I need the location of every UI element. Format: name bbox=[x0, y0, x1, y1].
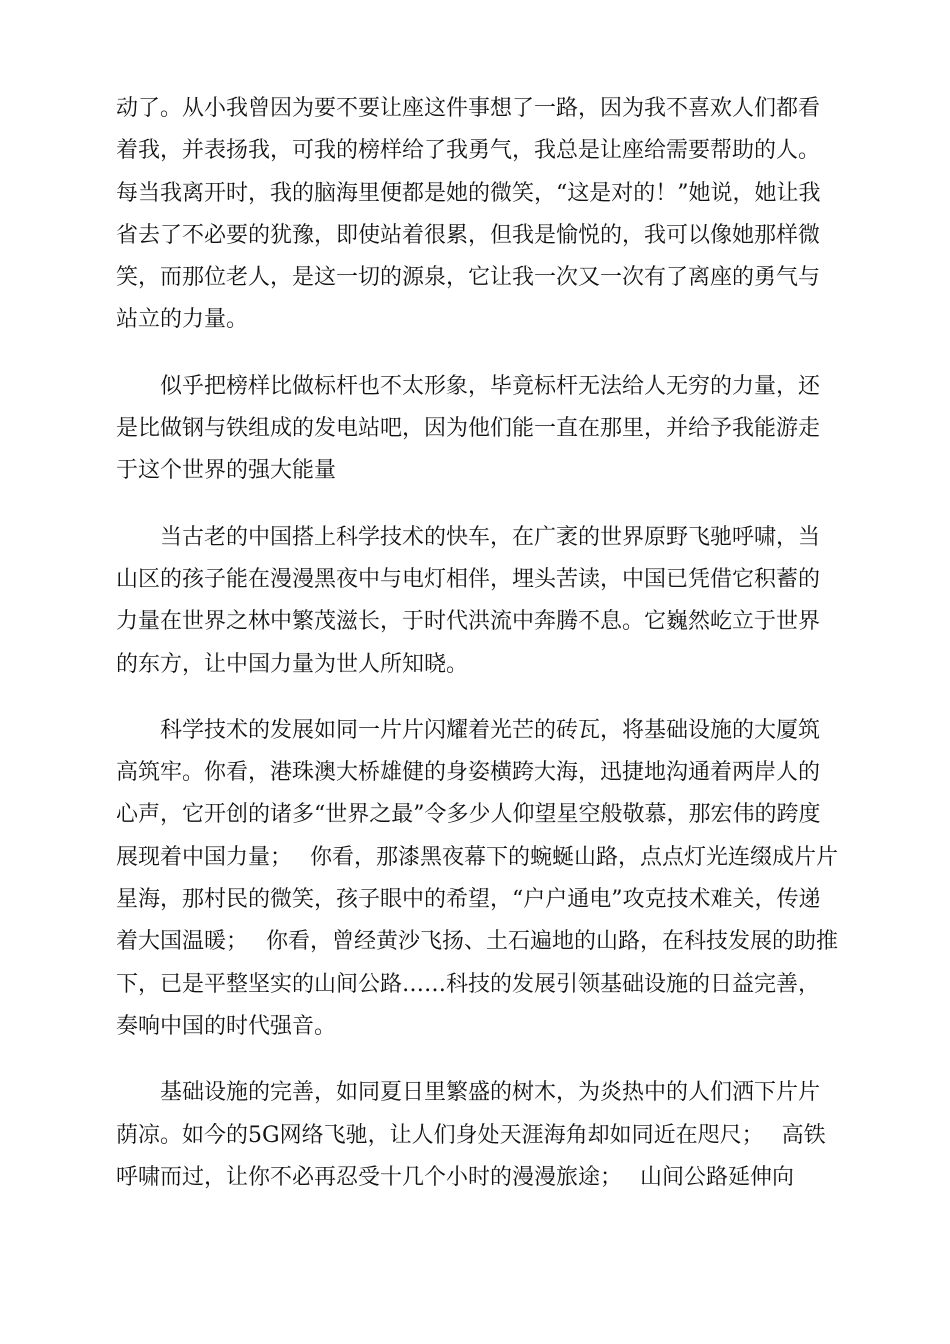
paragraph-1: 动了。从小我曾因为要不要让座这件事想了一路，因为我不喜欢人们都看着我，并表扬我，可我的榜样给了我勇气，我总是让座给需要帮助的人。每当我离开时，我的脑海里便都是她的微笑，“这是对的！”她说，她让我省去了不必要的犹豫，即使站着很累，但我是愉悦的，我可以像她那样微笑，而那位老人，是这一切的源泉，它让我一次又一次有了离座的勇气与站立的力量。 bbox=[116, 96, 821, 333]
document-body bbox=[116, 88, 840, 1223]
paragraph-5: 基础设施的完善，如同夏日里繁盛的树木，为炎热中的人们洒下片片荫凉。如今的5G网络飞驰，让人们身处天涯海角却如同近在咫尺； 高铁呼啸而过，让你不必再忍受十几个小时的漫漫旅途； 山间公路延伸向 bbox=[116, 1080, 826, 1190]
paragraph-3: 当古老的中国搭上科学技术的快车，在广袤的世界原野飞驰呼啸，当山区的孩子能在漫漫黑夜中与电灯相伴，埋头苦读，中国已凭借它积蓄的力量在世界之林中繁茂滋长，于时代洪流中奔腾不息。它巍然屹立于世界的东方，让中国力量为世人所知晓。 bbox=[116, 524, 821, 677]
paragraph-2: 似乎把榜样比做标杆也不太形象，毕竟标杆无法给人无穷的力量，还是比做钢与铁组成的发电站吧，因为他们能一直在那里，并给予我能游走于这个世界的强大能量 bbox=[116, 373, 821, 484]
paragraph-4: 科学技术的发展如同一片片闪耀着光芒的砖瓦，将基础设施的大厦筑高筑牢。你看，港珠澳大桥雄健的身姿横跨大海，迅捷地沟通着两岸人的心声，它开创的诸多“世界之最”令多少人仰望星空般敬慕，那宏伟的跨度展现着中国力量； 你看，那漆黑夜幕下的蜿蜒山路，点点灯光连缀成片片星海，那村民的微笑，孩子眼中的希望，“户户通电”攻克技术难关，传递着大国温暖； 你看，曾经黄沙飞扬、土石遍地的山路，在科技发展的助推下，已是平整坚实的山间公路……科技的发展引领基础设施的日益完善，奏响中国的时代强音。 bbox=[116, 717, 838, 1039]
